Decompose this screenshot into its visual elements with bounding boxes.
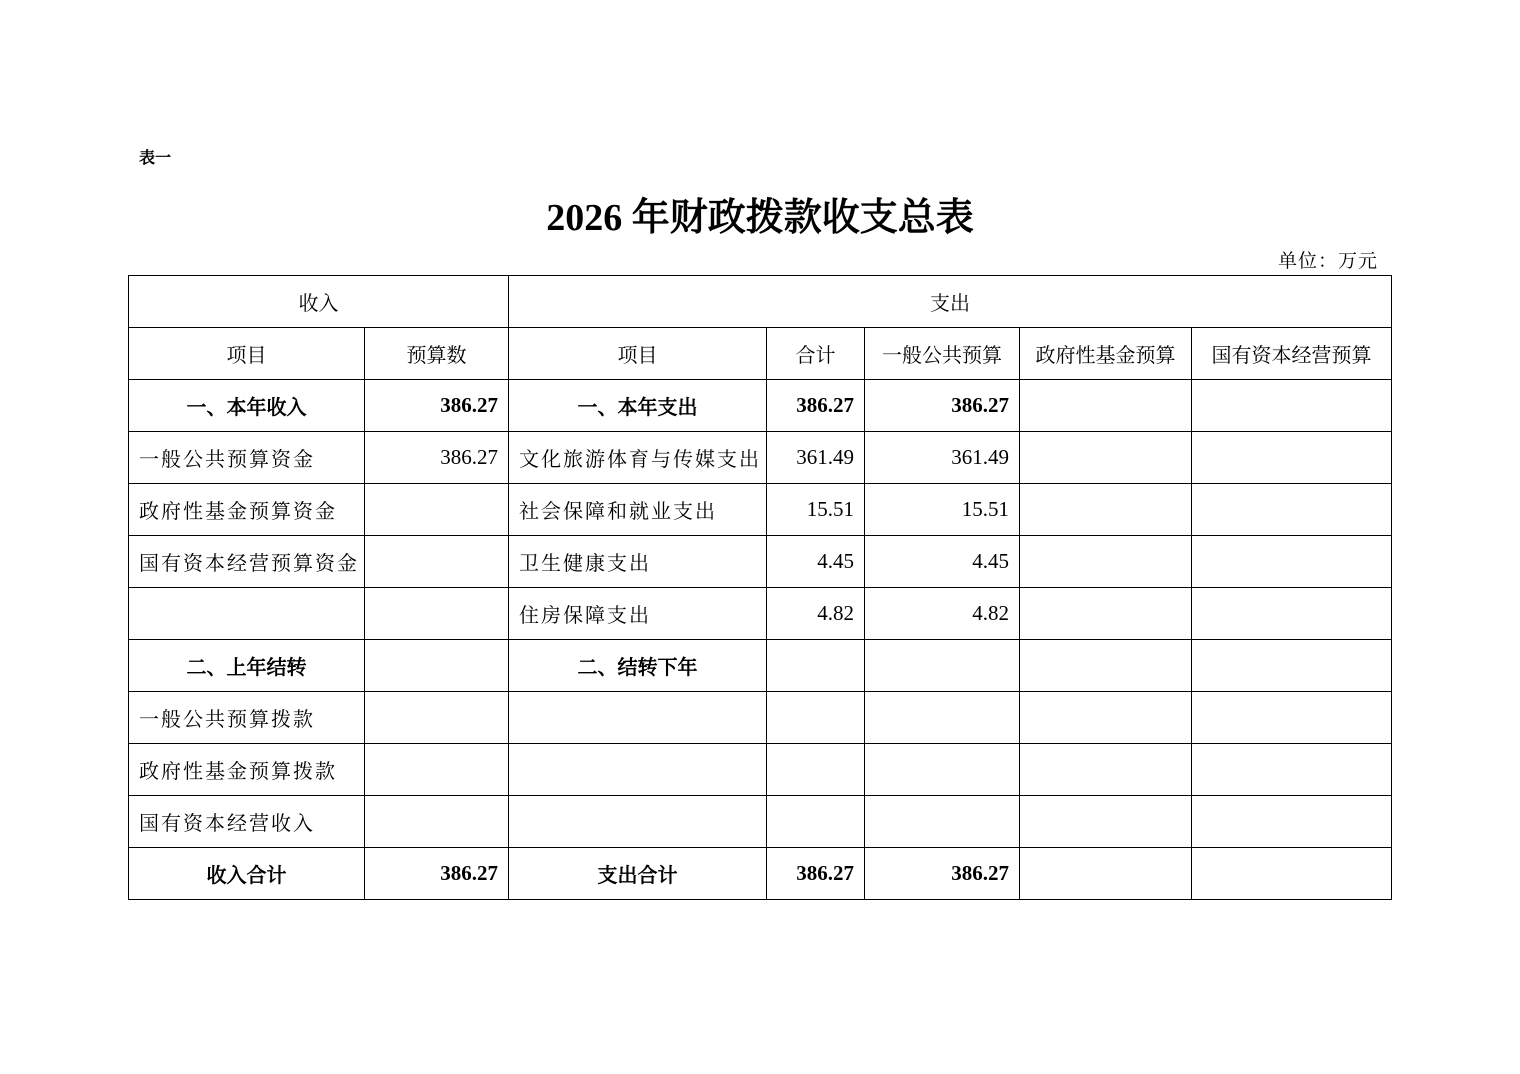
amount-cell [365,536,509,588]
amount-cell: 4.82 [767,588,865,640]
item-cell: 卫生健康支出 [509,536,767,588]
table-row [129,692,1392,744]
amount-cell [1192,536,1392,588]
amount-cell [865,796,1020,848]
item-cell [509,796,767,848]
amount-cell [865,692,1020,744]
amount-cell [1192,744,1392,796]
item-cell: 住房保障支出 [509,588,767,640]
item-cell: 国有资本经营预算资金 [129,536,365,588]
item-cell: 一、本年收入 [129,380,365,432]
amount-cell [1020,692,1192,744]
amount-cell [1192,848,1392,900]
amount-cell: 361.49 [767,432,865,484]
table-row [129,640,1392,692]
item-cell [509,744,767,796]
column-header: 一般公共预算 [865,328,1020,380]
amount-cell: 386.27 [767,848,865,900]
amount-cell [365,588,509,640]
column-header: 预算数 [365,328,509,380]
amount-cell: 4.45 [865,536,1020,588]
item-cell: 社会保障和就业支出 [509,484,767,536]
column-header-row [129,328,1392,380]
item-cell: 国有资本经营收入 [129,796,365,848]
amount-cell [365,692,509,744]
item-cell [509,692,767,744]
amount-cell: 386.27 [767,380,865,432]
amount-cell [365,640,509,692]
table-row [129,380,1392,432]
amount-cell [767,796,865,848]
amount-cell [1020,484,1192,536]
amount-cell: 15.51 [865,484,1020,536]
amount-cell: 386.27 [865,380,1020,432]
amount-cell [1192,432,1392,484]
table-body [129,380,1392,900]
amount-cell: 4.82 [865,588,1020,640]
table-row [129,848,1392,900]
amount-cell: 15.51 [767,484,865,536]
amount-cell [1192,380,1392,432]
item-cell: 收入合计 [129,848,365,900]
amount-cell [767,692,865,744]
table-tag: 表一 [139,148,172,167]
amount-cell [1020,536,1192,588]
amount-cell [1020,380,1192,432]
amount-cell [865,640,1020,692]
amount-cell [1020,796,1192,848]
expense-group-header: 支出 [509,276,1392,328]
table-row [129,536,1392,588]
amount-cell [767,744,865,796]
amount-cell [767,640,865,692]
amount-cell [1192,640,1392,692]
amount-cell: 4.45 [767,536,865,588]
amount-cell: 361.49 [865,432,1020,484]
item-cell: 政府性基金预算拨款 [129,744,365,796]
amount-cell [1020,432,1192,484]
column-header: 合计 [767,328,865,380]
column-header: 政府性基金预算 [1020,328,1192,380]
amount-cell [365,744,509,796]
item-cell: 二、结转下年 [509,640,767,692]
amount-cell [1192,692,1392,744]
item-cell: 一、本年支出 [509,380,767,432]
amount-cell [1192,796,1392,848]
amount-cell: 386.27 [365,848,509,900]
item-cell: 二、上年结转 [129,640,365,692]
amount-cell [1192,484,1392,536]
amount-cell: 386.27 [865,848,1020,900]
income-group-header: 收入 [129,276,509,328]
item-cell: 政府性基金预算资金 [129,484,365,536]
amount-cell: 386.27 [365,380,509,432]
item-cell: 支出合计 [509,848,767,900]
item-cell [129,588,365,640]
budget-summary-table [128,275,1392,900]
group-header-row [129,276,1392,328]
page-title: 2026 年财政拨款收支总表 [546,197,974,239]
amount-cell: 386.27 [365,432,509,484]
table-row [129,432,1392,484]
column-header: 项目 [129,328,365,380]
table-row [129,588,1392,640]
item-cell: 一般公共预算资金 [129,432,365,484]
amount-cell [1192,588,1392,640]
column-header: 国有资本经营预算 [1192,328,1392,380]
amount-cell [365,484,509,536]
amount-cell [865,744,1020,796]
table-row [129,744,1392,796]
amount-cell [365,796,509,848]
amount-cell [1020,640,1192,692]
item-cell: 一般公共预算拨款 [129,692,365,744]
item-cell: 文化旅游体育与传媒支出 [509,432,767,484]
amount-cell [1020,588,1192,640]
table-row [129,796,1392,848]
unit-label: 单位：万元 [1277,250,1378,272]
amount-cell [1020,848,1192,900]
table-row [129,484,1392,536]
column-header: 项目 [509,328,767,380]
amount-cell [1020,744,1192,796]
